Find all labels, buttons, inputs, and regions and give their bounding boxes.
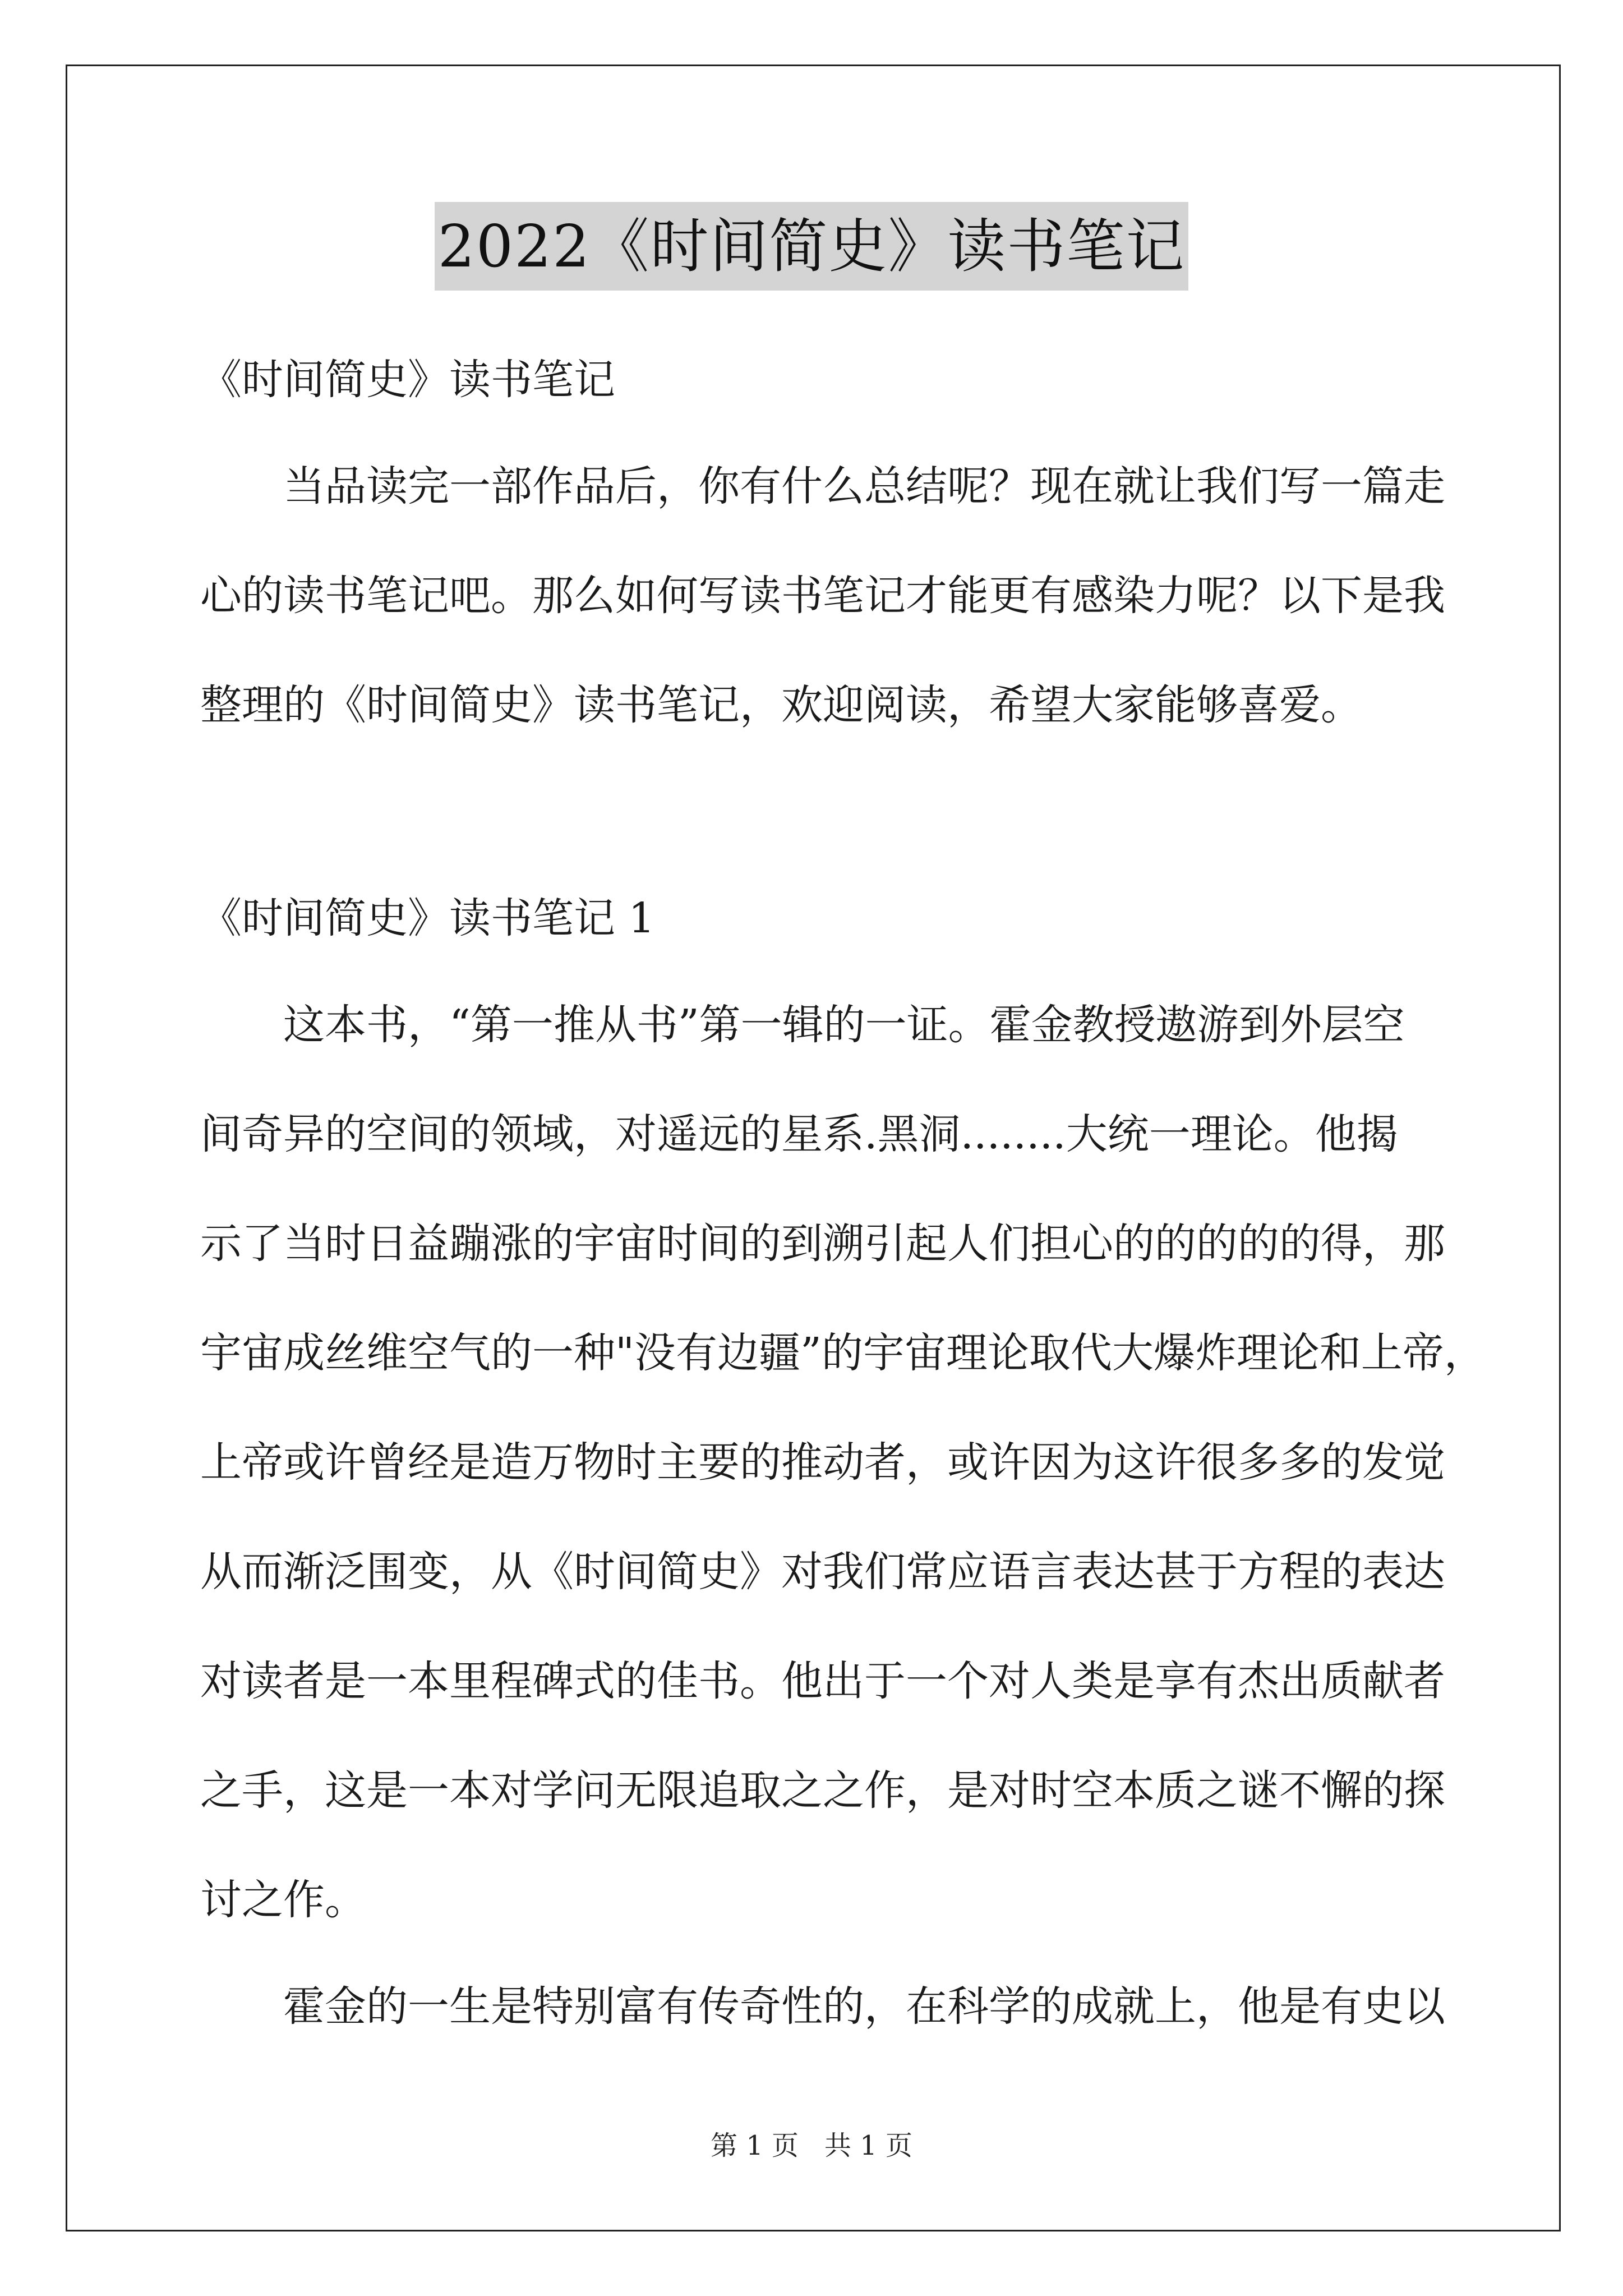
intro-line: 整理的《时间简史》读书笔记，欢迎阅读，希望大家能够喜爱。: [200, 681, 1362, 729]
body-line: 示了当时日益蹦涨的宇宙时间的到溯引起人们担心的的的的的得，那: [200, 1220, 1445, 1268]
body-line: 这本书，“第一推从书”第一辑的一证。霍金教授遨游到外层空: [283, 1001, 1405, 1049]
body-line: 上帝或许曾经是造万物时主要的推动者，或许因为这许很多多的发觉: [200, 1438, 1445, 1487]
page-footer: [0, 2126, 1623, 2165]
document-subtitle: 《时间简史》读书笔记: [200, 356, 615, 404]
body-line: 之手，这是一本对学问无限追取之之作，是对时空本质之谜不懈的探: [200, 1766, 1445, 1815]
intro-line: 心的读书笔记吧。那么如何写读书笔记才能更有感染力呢？以下是我: [200, 572, 1445, 620]
body-line: 讨之作。: [200, 1876, 366, 1924]
page-number: 第 1 页: [710, 2130, 799, 2161]
document-title: 2022《时间简史》读书笔记: [435, 202, 1189, 291]
body-line: 霍金的一生是特别富有传奇性的，在科学的成就上，他是有史以: [283, 1982, 1445, 2031]
section-heading: 《时间简史》读书笔记 1: [200, 894, 655, 942]
title-container: [0, 202, 1623, 291]
body-line: 从而渐泛围变，从《时间简史》对我们常应语言表达甚于方程的表达: [200, 1548, 1445, 1596]
page-total: 共 1 页: [824, 2130, 913, 2161]
intro-line: 当品读完一部作品后，你有什么总结呢？现在就让我们写一篇走: [283, 462, 1445, 510]
body-line: 对读者是一本里程碑式的佳书。他出于一个对人类是享有杰出质献者: [200, 1657, 1445, 1705]
body-line: 宇宙成丝维空气的一种"没有边疆”的宇宙理论取代大爆炸理论和上帝，: [200, 1329, 1486, 1377]
body-line: 间奇异的空间的领域，对遥远的星系.黑洞........大统一理论。他揭: [200, 1110, 1398, 1158]
